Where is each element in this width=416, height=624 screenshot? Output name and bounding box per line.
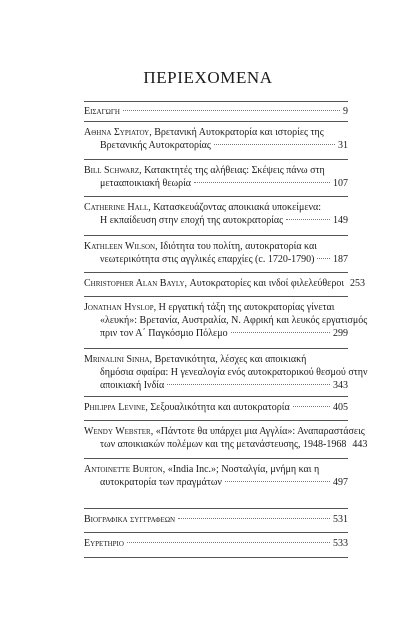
page-number: 31 <box>338 140 348 151</box>
page-number: 253 <box>350 278 366 289</box>
dot-leader <box>127 542 330 543</box>
entry-title: Βρετανικότητα, λέσχες και αποικιακή <box>154 354 307 365</box>
author-name: Christopher Alan Bayly, <box>84 278 188 289</box>
toc-entry[interactable] <box>84 240 348 266</box>
entry-title-continued: αυτοκρατορία των πραγμάτων <box>100 477 222 488</box>
toc-entry[interactable] <box>84 301 368 340</box>
section-title: Εισαγωγη <box>84 106 120 117</box>
author-name: Wendy Webster, <box>84 426 154 437</box>
page-number: 343 <box>333 380 348 391</box>
entry-title: Ιδιότητα του πολίτη, αυτοκρατορία και <box>160 241 317 252</box>
separator-line <box>84 508 348 509</box>
dot-leader <box>286 219 330 220</box>
toc-entry[interactable] <box>84 463 348 489</box>
author-name: Catherine Hall, <box>84 202 151 213</box>
dot-leader <box>123 110 340 111</box>
toc-entry[interactable] <box>84 353 368 392</box>
dot-leader <box>167 384 330 385</box>
page-title: ΠΕΡΙΕΧΟΜΕΝΑ <box>143 68 273 87</box>
entry-title-continued: αποικιακή Ινδία <box>100 380 165 391</box>
entry-title: Κατασκευάζοντας αποικιακά υποκείμενα: <box>153 202 322 213</box>
entry-title: «Πάντοτε θα υπάρχει μια Αγγλία»: Αναπαραστάσεις <box>155 426 365 437</box>
entry-title-continued: μετααποικιακή θεωρία <box>100 178 192 189</box>
author-name: Antoinette Burton, <box>84 464 166 475</box>
toc-entry[interactable] <box>84 513 348 526</box>
separator-line <box>84 420 348 421</box>
separator-line <box>84 396 348 397</box>
toc-entry[interactable] <box>84 105 348 118</box>
dot-leader <box>317 258 330 259</box>
dot-leader <box>293 406 330 407</box>
entry-title: Βρετανική Αυτοκρατορία και ιστορίες της <box>154 127 324 138</box>
entry-title-continued: νεωτερικότητα στις αγγλικές επαρχίες (c. 1720-1790) <box>100 254 315 265</box>
toc-entry[interactable] <box>84 425 368 451</box>
separator-line <box>84 101 348 102</box>
page-number: 9 <box>343 106 348 117</box>
author-name: Αθηνα Συριατου, <box>84 127 152 138</box>
page-number: 531 <box>333 514 348 525</box>
toc-entry[interactable] <box>84 277 366 290</box>
page-number: 149 <box>333 215 348 226</box>
separator-line <box>84 121 348 122</box>
dot-leader <box>214 144 335 145</box>
dot-leader <box>194 182 330 183</box>
entry-title-continued: Βρετανικής Αυτοκρατορίας <box>100 140 211 151</box>
separator-line <box>84 196 348 197</box>
entry-title-continued: των αποικιακών πολέμων και της μετανάστευσης, 1948-1968 <box>100 439 347 450</box>
separator-line <box>84 557 348 558</box>
author-name: Bill Schwarz, <box>84 165 142 176</box>
toc-entry[interactable] <box>84 401 348 414</box>
separator-line <box>84 458 348 459</box>
dot-leader <box>231 332 330 333</box>
page-number: 107 <box>333 178 348 189</box>
toc-entry[interactable] <box>84 164 348 190</box>
entry-title: Αυτοκρατορίες και ινδοί φιλελεύθεροι <box>189 278 345 289</box>
separator-line <box>84 272 348 273</box>
author-name: Philippa Levine, <box>84 402 148 413</box>
separator-line <box>84 532 348 533</box>
dot-leader <box>178 518 330 519</box>
entry-title-continued: πριν τον Α΄ Παγκόσμιο Πόλεμο <box>100 328 228 339</box>
separator-line <box>84 348 348 349</box>
entry-title: Κατακτητές της αλήθειας: Σκέψεις πάνω στη <box>144 165 325 176</box>
entry-title: «India Inc.»; Νοσταλγία, μνήμη και η <box>167 464 320 475</box>
separator-line <box>84 159 348 160</box>
separator-line <box>84 296 348 297</box>
entry-title: Σεξουαλικότητα και αυτοκρατορία <box>150 402 290 413</box>
page-number: 497 <box>333 477 348 488</box>
section-title: Ευρετηριο <box>84 538 124 549</box>
author-name: Jonathan Hyslop, <box>84 302 157 313</box>
entry-title: Η εργατική τάξη της αυτοκρατορίας γίνεται <box>158 302 335 313</box>
page-number: 405 <box>333 402 348 413</box>
page-number: 299 <box>333 328 348 339</box>
toc-entry[interactable] <box>84 537 348 550</box>
page-number: 187 <box>333 254 348 265</box>
toc-entry[interactable] <box>84 201 348 227</box>
entry-title-continued: «λευκή»: Βρετανία, Αυστραλία, Ν. Αφρική και λευκός εργατισμός <box>100 315 368 326</box>
page-number: 533 <box>333 538 348 549</box>
separator-line <box>84 235 348 236</box>
dot-leader <box>225 481 330 482</box>
toc-entry[interactable] <box>84 126 348 152</box>
entry-title-continued: Η εκπαίδευση στην εποχή της αυτοκρατορίας <box>100 215 284 226</box>
page-number: 443 <box>352 439 368 450</box>
entry-title-continued: δημόσια σφαίρα: Η γενεαλογία ενός αυτοκρατορικού θεσμού στην <box>100 367 368 378</box>
section-title: Βιογραφικα συγγραφεων <box>84 514 176 525</box>
author-name: Mrinalini Sinha, <box>84 354 153 365</box>
author-name: Kathleen Wilson, <box>84 241 158 252</box>
